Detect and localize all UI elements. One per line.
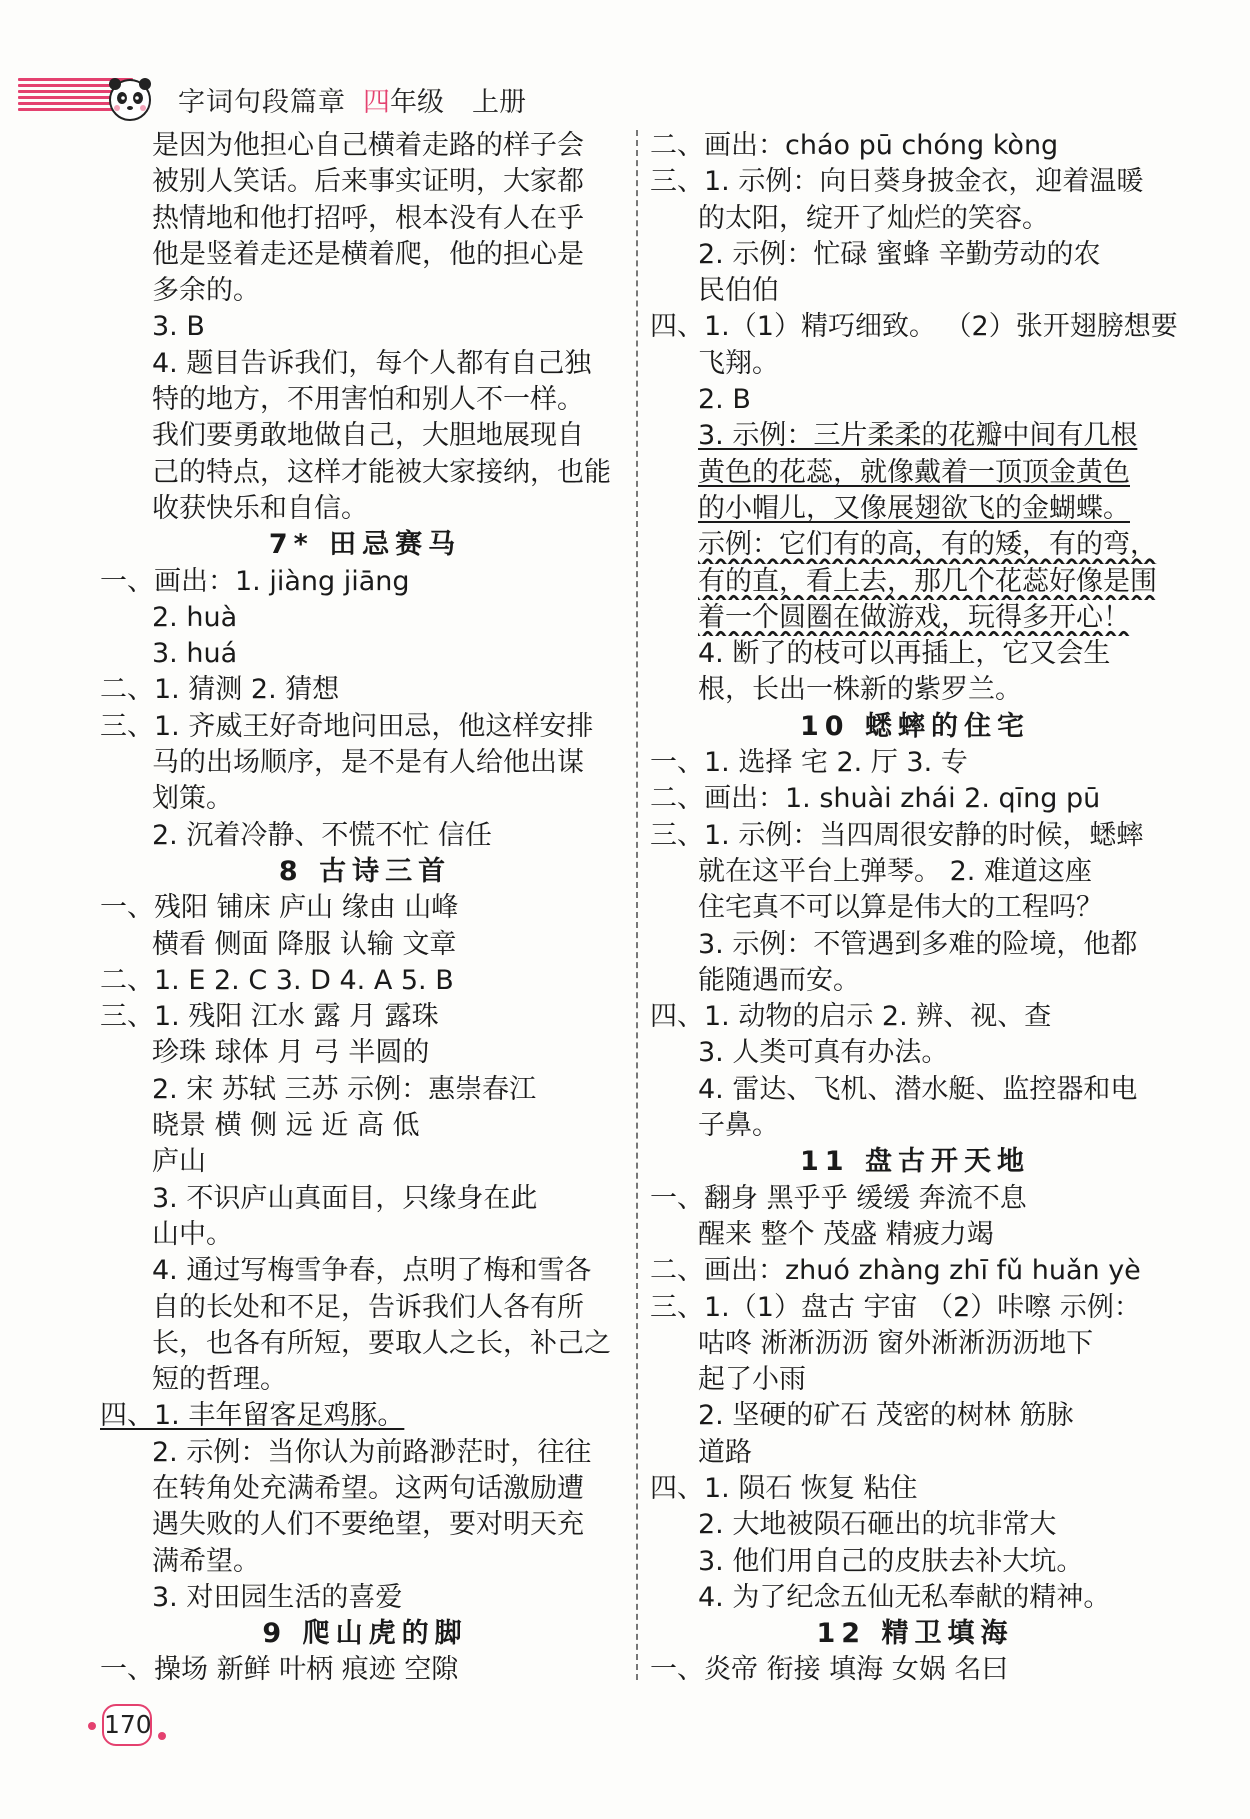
text-line: 二、画出：1. shuài zhái 2. qīng pū: [650, 783, 1101, 815]
lesson-title: 9 爬山虎的脚: [262, 1618, 468, 1650]
text-line: 3. 对田园生活的喜爱: [152, 1581, 403, 1613]
lesson-title: 10 蟋蟀的住宅: [800, 710, 1030, 742]
text-line: [650, 564, 1180, 600]
text-line: 长，也各有所短，要取人之长，补己之: [152, 1327, 611, 1359]
text-line: 四、1.（1）精巧细致。 （2）张开翅膀想要: [650, 311, 1178, 343]
text-line: 2. huà: [152, 601, 238, 633]
text-line: 一、1. 选择 宅 2. 厅 3. 专: [650, 747, 968, 779]
page-number-dot-right: [158, 1732, 166, 1740]
text-line: 被别人笑话。后来事实证明，大家都: [152, 166, 584, 198]
text-line: 晓景 横 侧 远 近 高 低: [152, 1110, 420, 1142]
text-line: [650, 527, 1180, 563]
text-line: 满希望。: [152, 1545, 260, 1577]
text-line: 道路: [698, 1436, 752, 1468]
text-line: 是因为他担心自己横着走路的样子会: [152, 130, 584, 161]
text-line: 一、画出：1. jiàng jiāng: [100, 565, 410, 597]
text-line: 一、残阳 铺床 庐山 缘由 山峰: [100, 892, 459, 924]
column-divider: [636, 130, 638, 1680]
wavy-underlined-text: 着一个圆圈在做游戏，玩得多开心！: [698, 601, 1130, 633]
text-line: 2. 沉着冷静、不慌不忙 信任: [152, 819, 492, 851]
text-line: 三、1. 示例：当四周很安静的时候，蟋蟀: [650, 819, 1144, 851]
text-line: 二、画出：cháo pū chóng kòng: [650, 130, 1059, 161]
text-line: 2. 示例：当你认为前路渺茫时，往往: [152, 1436, 592, 1468]
text-line: 4. 题目告诉我们，每个人都有自己独: [152, 347, 592, 379]
volume-label: 上册: [472, 87, 526, 118]
text-line: 三、1. 齐威王好奇地问田忌，他这样安排: [100, 710, 594, 742]
text-line: 2. B: [698, 384, 751, 416]
text-line: 珍珠 球体 月 弓 半圆的: [152, 1037, 430, 1069]
text-line: 横看 侧面 降服 认输 文章: [152, 928, 457, 960]
page-number: 170: [102, 1704, 152, 1746]
text-line: 二、1. E 2. C 3. D 4. A 5. B: [100, 964, 454, 996]
text-line: 遇失败的人们不要绝望，要对明天充: [152, 1509, 584, 1541]
grade-number: 四: [363, 87, 390, 118]
text-line: 庐山: [152, 1146, 206, 1178]
text-line: 子鼻。: [698, 1110, 779, 1142]
wavy-underlined-text: 有的直，看上去，那几个花蕊好像是围: [698, 565, 1157, 597]
page-number-dot-left: [88, 1722, 96, 1730]
underlined-text: 的小帽儿，又像展翅欲飞的金蝴蝶。: [698, 492, 1130, 524]
text-line: 一、炎帝 衔接 填海 女娲 名曰: [650, 1654, 1009, 1686]
page-header: [0, 60, 1250, 130]
grade-suffix: 年级: [390, 87, 444, 118]
panda-mascot-icon: [105, 74, 155, 124]
text-line: 山中。: [152, 1218, 233, 1250]
answer-column-left: [100, 128, 630, 1689]
text-line: 二、1. 猜测 2. 猜想: [100, 674, 340, 706]
book-title: 字词句段篇章: [178, 87, 346, 118]
underlined-text: 黄色的花蕊，就像戴着一顶顶金黄色: [698, 456, 1130, 488]
grade-label: [363, 80, 444, 119]
text-line: 四、1. 动物的启示 2. 辨、视、查: [650, 1001, 1052, 1033]
text-line: 收获快乐和自信。: [152, 492, 368, 524]
text-line: [650, 600, 1180, 636]
text-line: 二、画出：zhuó zhàng zhī fǔ huǎn yè: [650, 1255, 1141, 1287]
wavy-underlined-text: 示例：它们有的高，有的矮，有的弯，: [698, 529, 1157, 561]
text-line: 3. 他们用自己的皮肤去补大坑。: [698, 1545, 1084, 1577]
text-line: 划策。: [152, 783, 233, 815]
text-line: 一、操场 新鲜 叶柄 痕迹 空隙: [100, 1654, 459, 1686]
text-line: 醒来 整个 茂盛 精疲力竭: [698, 1218, 994, 1250]
text-line: 3. huá: [152, 638, 238, 670]
text-line: 4. 通过写梅雪争春，点明了梅和雪各: [152, 1255, 592, 1287]
answer-column-right: [650, 128, 1180, 1689]
text-line: [650, 491, 1180, 527]
text-line: 2. 坚硬的矿石 茂密的树林 筋脉: [698, 1400, 1074, 1432]
text-line: 3. 示例：不管遇到多难的险境，他都: [698, 928, 1138, 960]
text-line: 住宅真不可以算是伟大的工程吗？: [698, 892, 1103, 924]
text-line: 2. 示例：忙碌 蜜蜂 辛勤劳动的农: [698, 238, 1101, 270]
text-line: 三、1.（1）盘古 宇宙 （2）咔嚓 示例：: [650, 1291, 1141, 1323]
text-line: 三、1. 残阳 江水 露 月 露珠: [100, 1001, 439, 1033]
text-line: 的太阳，绽开了灿烂的笑容。: [698, 202, 1049, 234]
underlined-text: 3. 示例：三片柔柔的花瓣中间有几根: [698, 420, 1138, 452]
text-line: 马的出场顺序，是不是有人给他出谋: [152, 747, 584, 779]
text-line: [650, 418, 1180, 454]
text-line: 3. 不识庐山真面目，只缘身在此: [152, 1182, 538, 1214]
text-line: 在转角处充满希望。这两句话激励遭: [152, 1472, 584, 1504]
text-line: 短的哲理。: [152, 1364, 287, 1396]
text-line: 2. 大地被陨石砸出的坑非常大: [698, 1509, 1057, 1541]
text-line: 三、1. 示例：向日葵身披金衣，迎着温暖: [650, 166, 1144, 198]
lesson-title: 12 精卫填海: [816, 1618, 1014, 1650]
text-line: [100, 1398, 630, 1434]
text-line: 4. 雷达、飞机、潜水艇、监控器和电: [698, 1073, 1138, 1105]
text-line: 一、翻身 黑乎乎 缓缓 奔流不息: [650, 1182, 1027, 1214]
text-line: 3. 人类可真有办法。: [698, 1037, 949, 1069]
text-line: 4. 断了的枝可以再插上，它又会生: [698, 638, 1111, 670]
lesson-title: 8 古诗三首: [278, 855, 452, 887]
text-line: 我们要勇敢地做自己，大胆地展现自: [152, 420, 584, 452]
text-line: 4. 为了纪念五仙无私奉献的精神。: [698, 1581, 1111, 1613]
lesson-title: 11 盘古开天地: [800, 1146, 1030, 1178]
text-line: 起了小雨: [698, 1364, 806, 1396]
text-line: 飞翔。: [698, 347, 779, 379]
text-line: 能随遇而安。: [698, 964, 860, 996]
text-line: [650, 455, 1180, 491]
text-line: 就在这平台上弹琴。 2. 难道这座: [698, 855, 1092, 887]
text-line: 特的地方，不用害怕和别人不一样。: [152, 384, 584, 416]
text-line: 多余的。: [152, 275, 260, 307]
text-line: 2. 宋 苏轼 三苏 示例：惠崇春江: [152, 1073, 537, 1105]
text-line: 根，长出一株新的紫罗兰。: [698, 674, 1022, 706]
text-line: 四、1. 陨石 恢复 粘住: [650, 1472, 918, 1504]
lesson-title: 7* 田忌赛马: [268, 529, 462, 561]
text-line: 他是竖着走还是横着爬，他的担心是: [152, 238, 584, 270]
text-line: 3. B: [152, 311, 205, 343]
underlined-text: 四、1. 丰年留客足鸡豚。: [100, 1400, 405, 1432]
text-line: 自的长处和不足，告诉我们人各有所: [152, 1291, 584, 1323]
text-line: 咕咚 淅淅沥沥 窗外淅淅沥沥地下: [698, 1327, 1094, 1359]
text-line: 民伯伯: [698, 275, 779, 307]
text-line: 热情地和他打招呼，根本没有人在乎: [152, 202, 584, 234]
text-line: 己的特点，这样才能被大家接纳，也能: [152, 456, 611, 488]
